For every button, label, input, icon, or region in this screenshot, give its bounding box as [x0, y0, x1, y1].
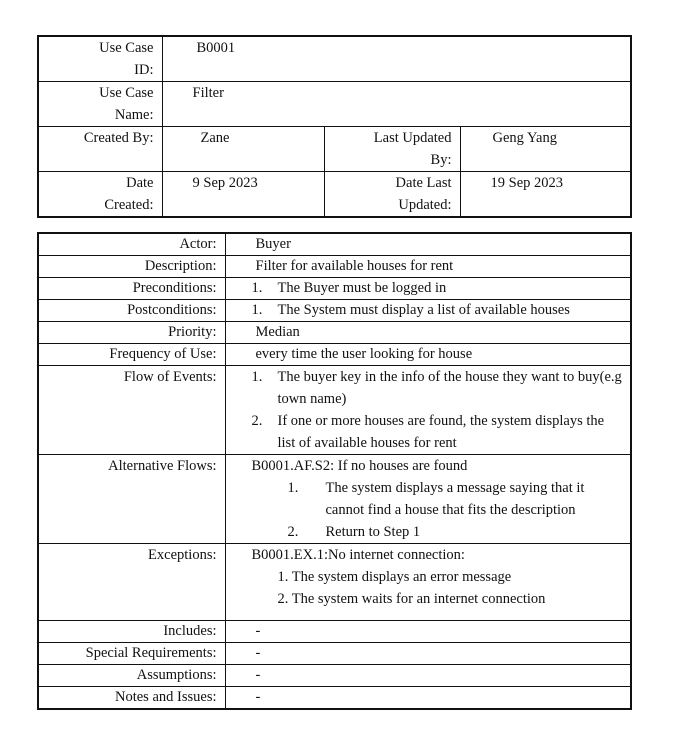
actor-value: Buyer	[225, 233, 631, 256]
use-case-name-label: Use Case Name:	[38, 82, 162, 127]
list-number: 1.	[251, 280, 263, 296]
date-created-value: 9 Sep 2023	[162, 172, 324, 218]
notes-label: Notes and Issues:	[38, 687, 225, 710]
exception-step: 1. The system displays an error message	[277, 569, 512, 585]
flow-of-events-row	[38, 366, 631, 455]
assumptions-value: -	[225, 665, 631, 687]
assumptions-row	[38, 665, 631, 687]
exceptions-row	[38, 544, 631, 621]
list-number: 1.	[251, 369, 263, 385]
last-updated-by-value: Geng Yang	[460, 127, 631, 172]
list-text: The system displays a message saying that it cannot find a house that fits the description	[325, 480, 585, 518]
preconditions-label: Preconditions:	[38, 278, 225, 300]
actor-row	[38, 233, 631, 256]
use-case-id-value: B0001	[162, 36, 631, 82]
description-value: Filter for available houses for rent	[225, 256, 631, 278]
created-by-label: Created By:	[38, 127, 162, 172]
exceptions-heading: B0001.EX.1:No internet connection:	[251, 547, 465, 563]
use-case-name-row	[38, 82, 631, 127]
frequency-value: every time the user looking for house	[225, 344, 631, 366]
frequency-row	[38, 344, 631, 366]
created-by-value: Zane	[162, 127, 324, 172]
priority-row	[38, 322, 631, 344]
alt-label: Alternative Flows:	[38, 455, 225, 544]
list-text: If one or more houses are found, the system displays the list of available houses for rent	[277, 413, 605, 451]
priority-value: Median	[225, 322, 631, 344]
list-text: The buyer key in the info of the house they want to buy(e.g town name)	[277, 369, 622, 407]
special-value: -	[225, 643, 631, 665]
alt-heading: B0001.AF.S2: If no houses are found	[251, 458, 468, 474]
notes-row	[38, 687, 631, 710]
use-case-details-table	[37, 232, 632, 710]
date-last-updated-value: 19 Sep 2023	[460, 172, 631, 218]
exceptions-label: Exceptions:	[38, 544, 225, 621]
list-item	[256, 477, 623, 521]
notes-value: -	[225, 687, 631, 710]
list-number: 2.	[251, 413, 263, 429]
use-case-name-value: Filter	[162, 82, 631, 127]
list-text: The Buyer must be logged in	[277, 280, 447, 296]
exception-step: 2. The system waits for an internet connection	[277, 591, 546, 607]
frequency-label: Frequency of Use:	[38, 344, 225, 366]
created-by-row	[38, 127, 631, 172]
flow-label: Flow of Events:	[38, 366, 225, 455]
list-item	[251, 410, 623, 454]
priority-label: Priority:	[38, 322, 225, 344]
includes-label: Includes:	[38, 621, 225, 643]
use-case-header-table	[37, 35, 632, 218]
alternative-flows-row	[38, 455, 631, 544]
postconditions-label: Postconditions:	[38, 300, 225, 322]
list-item	[256, 521, 623, 543]
use-case-id-row	[38, 36, 631, 82]
list-number: 2.	[287, 524, 299, 540]
includes-value: -	[225, 621, 631, 643]
date-last-updated-label: Date Last Updated:	[324, 172, 460, 218]
list-item	[251, 278, 631, 299]
list-text: The System must display a list of available houses	[277, 302, 570, 318]
date-created-label: Date Created:	[38, 172, 162, 218]
dates-row	[38, 172, 631, 218]
special-requirements-row	[38, 643, 631, 665]
special-label: Special Requirements:	[38, 643, 225, 665]
list-number: 1.	[251, 302, 263, 318]
list-item	[251, 366, 623, 410]
list-text: Return to Step 1	[325, 524, 421, 540]
description-label: Description:	[38, 256, 225, 278]
preconditions-row	[38, 278, 631, 300]
actor-label: Actor:	[38, 233, 225, 256]
list-item	[251, 300, 631, 321]
use-case-id-label: Use Case ID:	[38, 36, 162, 82]
last-updated-by-label: Last Updated By:	[324, 127, 460, 172]
assumptions-label: Assumptions:	[38, 665, 225, 687]
postconditions-row	[38, 300, 631, 322]
description-row	[38, 256, 631, 278]
includes-row	[38, 621, 631, 643]
list-number: 1.	[287, 480, 299, 496]
